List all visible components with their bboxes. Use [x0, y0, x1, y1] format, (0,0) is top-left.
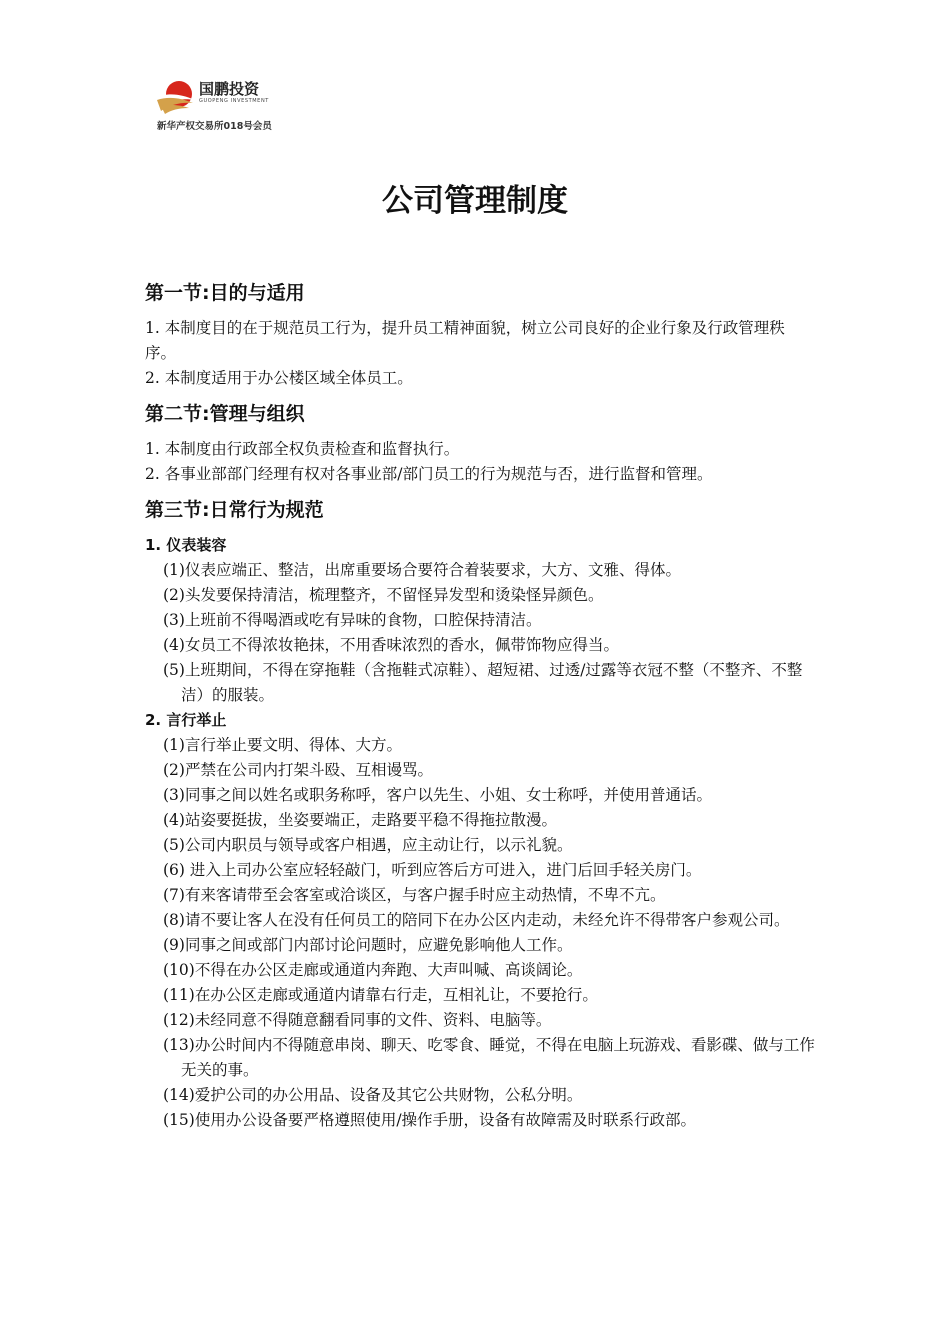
conduct-rule: (2)严禁在公司内打架斗殴、互相谩骂。 — [163, 761, 433, 779]
conduct-rule: (4)站姿要挺拔，坐姿要端正，走路要平稳不得拖拉散漫。 — [163, 811, 557, 829]
company-logo — [155, 76, 295, 132]
subsection-appearance-label: 1. 仪表装容 — [145, 536, 227, 554]
conduct-rule: (10)不得在办公区走廊或通道内奔跑、大声叫喊、高谈阔论。 — [163, 961, 583, 979]
section-2-item: 2. 各事业部部门经理有权对各事业部/部门员工的行为规范与否，进行监督和管理。 — [145, 465, 713, 483]
appearance-rule: (3)上班前不得喝酒或吃有异味的食物，口腔保持清洁。 — [163, 611, 542, 629]
section-1-heading: 第一节:目的与适用 — [145, 282, 305, 304]
section-3-heading: 第三节:日常行为规范 — [145, 499, 324, 521]
document-body — [145, 278, 815, 1133]
section-2-item: 1. 本制度由行政部全权负责检查和监督执行。 — [145, 440, 460, 458]
logo-sun-wing-icon — [155, 78, 197, 116]
logo-member-caption: 新华产权交易所018号会员 — [157, 121, 272, 132]
conduct-rule: (15)使用办公设备要严格遵照使用/操作手册，设备有故障需及时联系行政部。 — [163, 1111, 697, 1129]
appearance-rule: (1)仪表应端正、整洁，出席重要场合要符合着装要求，大方、文雅、得体。 — [163, 561, 681, 579]
conduct-rule: (11)在办公区走廊或通道内请靠右行走，互相礼让，不要抢行。 — [163, 986, 598, 1004]
logo-brand-english: GUOPENG INVESTMENT — [199, 98, 269, 104]
appearance-rule: (4)女员工不得浓妆艳抹，不用香味浓烈的香水，佩带饰物应得当。 — [163, 636, 619, 654]
conduct-rule: (13)办公时间内不得随意串岗、聊天、吃零食、睡觉，不得在电脑上玩游戏、看影碟、做与工作无关的事。 — [163, 1036, 815, 1079]
conduct-rule: (8)请不要让客人在没有任何员工的陪同下在办公区内走动，未经允许不得带客户参观公司。 — [163, 911, 790, 929]
page-title: 公司管理制度 — [382, 183, 568, 219]
conduct-rule: (5)公司内职员与领导或客户相遇，应主动让行，以示礼貌。 — [163, 836, 573, 854]
conduct-rule: (3)同事之间以姓名或职务称呼，客户以先生、小姐、女士称呼，并使用普通话。 — [163, 786, 712, 804]
conduct-rule: (9)同事之间或部门内部讨论问题时，应避免影响他人工作。 — [163, 936, 573, 954]
conduct-rule: (7)有来客请带至会客室或洽谈区，与客户握手时应主动热情，不卑不亢。 — [163, 886, 666, 904]
section-1-item: 2. 本制度适用于办公楼区域全体员工。 — [145, 369, 413, 387]
appearance-rule: (2)头发要保持清洁，梳理整齐，不留怪异发型和烫染怪异颜色。 — [163, 586, 604, 604]
appearance-rule: (5)上班期间，不得在穿拖鞋（含拖鞋式凉鞋）、超短裙、过透/过露等衣冠不整（不整齐、不整洁）的服装。 — [163, 661, 803, 704]
section-2-heading: 第二节:管理与组织 — [145, 403, 305, 425]
subsection-conduct-label: 2. 言行举止 — [145, 711, 227, 729]
section-1-item: 1. 本制度目的在于规范员工行为，提升员工精神面貌，树立公司良好的企业行象及行政管理秩序。 — [145, 319, 785, 362]
conduct-rule: (1)言行举止要文明、得体、大方。 — [163, 736, 402, 754]
conduct-rule: (6) 进入上司办公室应轻轻敲门，听到应答后方可进入，进门后回手轻关房门。 — [163, 861, 702, 879]
logo-brand-name: 国鹏投资 — [199, 80, 260, 98]
conduct-rule: (12)未经同意不得随意翻看同事的文件、资料、电脑等。 — [163, 1011, 552, 1029]
conduct-rule: (14)爱护公司的办公用品、设备及其它公共财物，公私分明。 — [163, 1086, 583, 1104]
